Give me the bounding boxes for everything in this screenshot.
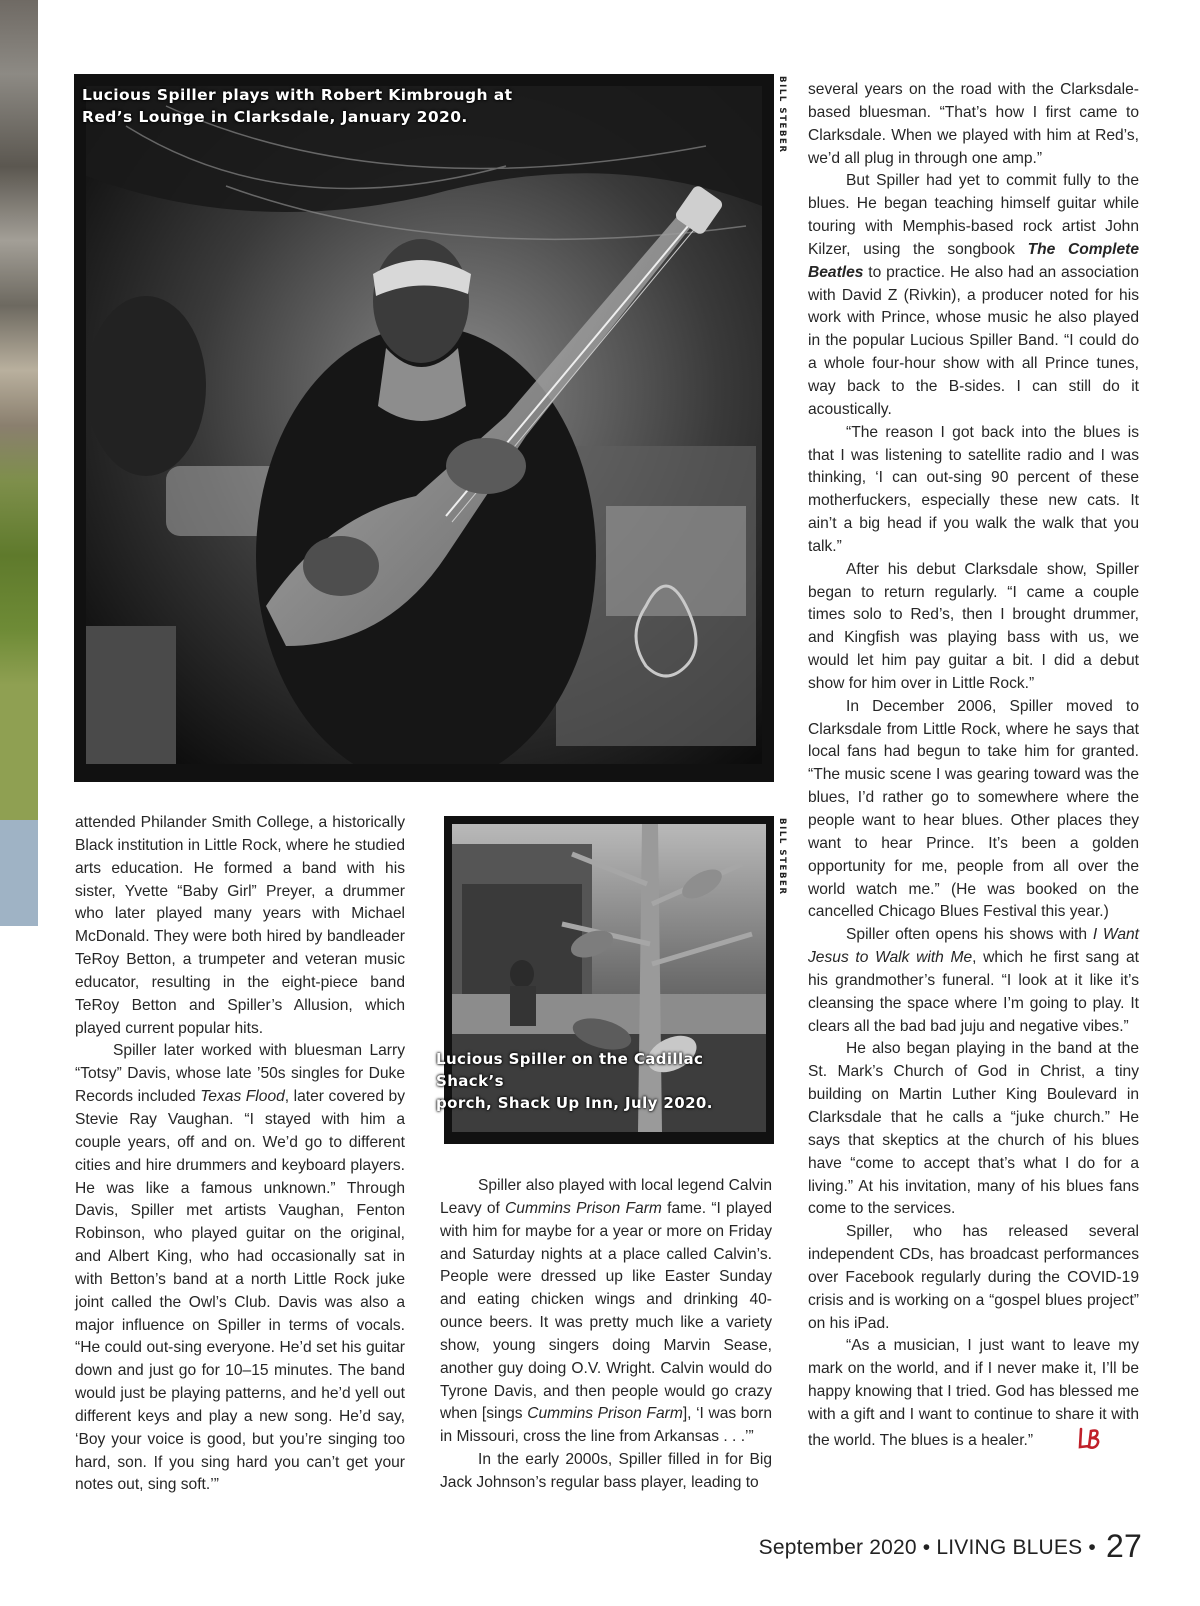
article-column-1: [75, 812, 405, 1497]
living-blues-end-mark-icon: [1039, 1427, 1103, 1459]
second-photo-caption-line1: Lucious Spiller on the Cadillac Shack’s: [436, 1050, 704, 1090]
col1-p2-text-b: , later covered by Stevie Ray Vaughan. “I stayed with him a couple years, off and on. We’d go to different cities and hire drummers and keyboard players. He was like a famous unknown.” Through Davis, Spiller met artists Vaughan, Fenton Robinson, who played guitar on the original, and Albert King, who had occasionally sat in with Betton’s band at a north Little Rock juke joint called the Owl’s Club. Davis was also a major influence on Spiller in terms of vocals. “He could out-sing everyone. He’d set his guitar down and just go for 10–15 minutes. The band would just be playing patterns, and he’d yell out different keys and play a new song. He’d say, ‘Boy your voice is good, but you’re singing too hard, son. If you sing hard you can’t get your notes out, sing soft.’”: [75, 1088, 405, 1494]
main-photo-caption-line2: Red’s Lounge in Clarksdale, January 2020.: [82, 108, 468, 126]
second-photo: [436, 816, 774, 1144]
adjacent-page-color-block: [0, 820, 38, 926]
col3-paragraph-5: In December 2006, Spiller moved to Clarksdale from Little Rock, where he says that local fans had begun to take him for granted. “The music scene I was gearing toward was the blues, I’d rather go to somewhere where the people want to hear blues. Other places they want to hear Prince. It’s been a golden opportunity for me, people from all over the world watch me.” (He was booked on the cancelled Chicago Blues Festival this year.): [808, 697, 1139, 921]
col3-paragraph-7: He also began playing in the band at the St. Mark’s Church of God in Christ, a tiny building on Martin Luther King Boulevard in Clarksdale that he calls a “juke church.” He says that skeptics at the church of his blues have “come to accept that’s what I do for a living.” At his invitation, many of his blues fans come to the services.: [808, 1040, 1139, 1218]
col3-paragraph-2: [808, 170, 1139, 421]
col3-paragraph-8: Spiller, who has released several independent CDs, has broadcast performances over Facebook regularly during the COVID-19 crisis and is working on a “gospel blues project” on his iPad.: [808, 1223, 1139, 1332]
footer-issue-date: September 2020: [758, 1536, 917, 1559]
main-photo: [74, 74, 774, 782]
col3-paragraph-1: several years on the road with the Clarksdale-based bluesman. “That’s how I first came to Clarksdale. When we played with him at Red’s, we’d all plug in through one amp.”: [808, 81, 1139, 167]
footer-magazine-name: LIVING BLUES: [936, 1536, 1083, 1559]
col2-p1-text-c: ], ‘I was born in Missouri, cross the line from Arkansas . . .’”: [440, 1405, 773, 1446]
main-photo-caption: [82, 84, 512, 128]
main-photo-image: [86, 86, 762, 764]
article-column-3: [808, 79, 1139, 1459]
col3-p6-song-title: I Want Jesus to Walk with Me: [808, 926, 1139, 967]
col2-p1-text-a: Spiller also played with local legend Calvin Leavy of: [440, 1177, 772, 1217]
col2-p1-italic-2: Cummins Prison Farm: [527, 1405, 683, 1423]
article-column-2: [440, 1175, 772, 1495]
main-photo-caption-line1: Lucious Spiller plays with Robert Kimbrough at: [82, 86, 513, 104]
footer-separator-2: •: [1088, 1536, 1096, 1559]
second-photo-caption-line2: porch, Shack Up Inn, July 2020.: [436, 1094, 713, 1112]
col1-p2-italic: Texas Flood: [200, 1088, 285, 1106]
adjacent-page-photo-edge: [0, 0, 38, 926]
col2-paragraph-2: In the early 2000s, Spiller filled in for Big Jack Johnson’s regular bass player, leading to: [440, 1451, 772, 1491]
concert-photo-illustration: [86, 86, 762, 764]
col1-paragraph-1: attended Philander Smith College, a historically Black institution in Little Rock, where he studied arts education. He formed a band with his sister, Yvette “Baby Girl” Preyer, a drummer who later played many years with Michael McDonald. They were both hired by bandleader TeRoy Betton, a trumpeter and veteran music educator, resulting in the eight-piece band TeRoy Betton and Spiller’s Allusion, which played current popular hits.: [75, 814, 405, 1037]
col3-p2-text-a: But Spiller had yet to commit fully to the blues. He began teaching himself guitar while touring with Memphis-based rock artist John Kilzer, using the songbook: [808, 172, 1139, 258]
col2-p1-text-b: fame. “I played with him for maybe for a year or more on Friday and Saturday nights at a place called Calvin’s. People were dressed up like Easter Sunday and eating chicken wings and drinking 40-ounce beers. It was pretty much like a variety show, young singers doing Marvin Sease, another guy doing O.V. Wright. Calvin would do Tyrone Davis, and then people would go crazy when [sings: [440, 1199, 773, 1423]
col3-p9-text: “As a musician, I just want to leave my mark on the world, and if I never make it, I’ll be happy knowing that I tried. God has blessed me with a gift and I want to continue to share it with the world. The blues is a healer.”: [808, 1337, 1139, 1449]
second-photo-credit: BILL STEBER: [777, 818, 787, 896]
main-photo-credit: BILL STEBER: [777, 76, 787, 154]
col3-paragraph-4: After his debut Clarksdale show, Spiller began to return regularly. “I came a couple times solo to Red’s, then I brought drummer, and Kingfish was playing bass with us, we would let him pay guitar a bit. I did a debut show for him over in Little Rock.”: [808, 560, 1139, 692]
col3-p2-text-b: to practice. He also had an association with David Z (Rivkin), a producer noted for his work with Prince, whose music he also played in the popular Lucious Spiller Band. “I could do a whole four-hour show with all Prince tunes, way back to the B-sides. I can still do it acoustically.: [808, 263, 1139, 418]
col1-p2-text-a: Spiller later worked with bluesman Larry “Totsy” Davis, whose late ’50s singles for Duke Records included: [75, 1042, 405, 1106]
col3-p6-text-a: Spiller often opens his shows with: [846, 926, 1093, 944]
col3-paragraph-9: [808, 1335, 1139, 1458]
col3-p6-text-b: , which he first sang at his grandmother’s funeral. “I look at it like it’s cleansing the space where I’m going to play. It clears all the bad bad juju and negative vibes.”: [808, 949, 1139, 1035]
page-footer: [759, 1528, 1142, 1565]
footer-separator-1: •: [922, 1536, 931, 1559]
footer-page-number: 27: [1106, 1528, 1142, 1564]
end-mark-text: LB: [1077, 1426, 1079, 1428]
col3-p2-book-title: The Complete Beatles: [808, 240, 1139, 281]
col2-paragraph-1: [440, 1175, 772, 1449]
col3-paragraph-3: “The reason I got back into the blues is that I was listening to satellite radio and I was thinking, ‘I can out-sing 90 percent of these motherfuckers, especially these new cats. It ain’t a big head if you walk the walk that you talk.”: [808, 423, 1139, 555]
col2-p1-italic-1: Cummins Prison Farm: [505, 1199, 662, 1217]
second-photo-caption: [436, 1048, 774, 1114]
col1-paragraph-2: [75, 1040, 405, 1497]
col3-paragraph-6: [808, 924, 1139, 1038]
